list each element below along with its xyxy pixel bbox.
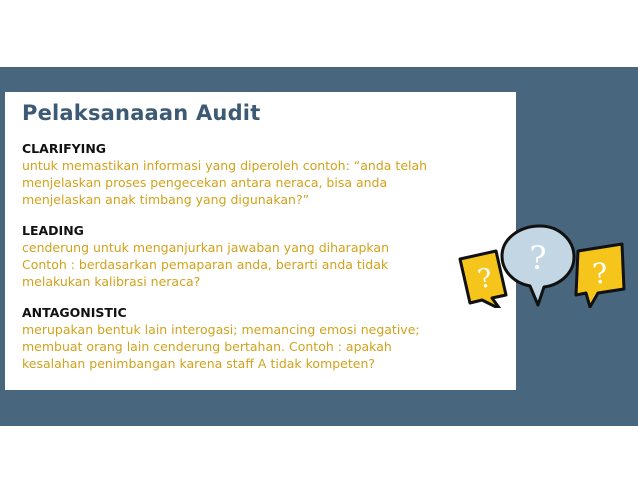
body-line: menjelaskan proses pengecekan antara neraca, bisa anda [22, 175, 388, 190]
content-card [5, 92, 516, 390]
svg-text:?: ? [590, 256, 610, 291]
section-clarifying [22, 140, 502, 208]
section-body [22, 157, 502, 208]
question-bubbles-illustration [456, 223, 626, 308]
body-line: cenderung untuk menganjurkan jawaban yang diharapkan [22, 240, 390, 255]
section-leading [22, 222, 502, 290]
section-heading: LEADING [22, 223, 84, 238]
body-line: kesalahan penimbangan karena staff A tidak kompeten? [22, 356, 376, 371]
section-antagonistic [22, 304, 502, 372]
slide-title: Pelaksanaaan Audit [22, 101, 261, 125]
svg-text:?: ? [529, 239, 547, 277]
blue-question-bubble-icon [502, 226, 574, 305]
section-body [22, 321, 502, 372]
section-heading: CLARIFYING [22, 141, 107, 156]
body-line: untuk memastikan informasi yang diperoleh contoh: “anda telah [22, 158, 428, 173]
svg-text:?: ? [475, 263, 495, 295]
body-line: melakukan kalibrasi neraca? [22, 274, 201, 289]
body-line: Contoh : berdasarkan pemaparan anda, berarti anda tidak [22, 257, 389, 272]
yellow-question-bubble-right-icon [576, 244, 624, 307]
section-body [22, 239, 502, 290]
yellow-question-bubble-left-icon [460, 251, 506, 308]
body-line: merupakan bentuk lain interogasi; memancing emosi negative; [22, 322, 420, 337]
section-heading: ANTAGONISTIC [22, 305, 127, 320]
body-line: membuat orang lain cenderung bertahan. Contoh : apakah [22, 339, 392, 354]
body-line: menjelaskan anak timbang yang digunakan?” [22, 192, 310, 207]
